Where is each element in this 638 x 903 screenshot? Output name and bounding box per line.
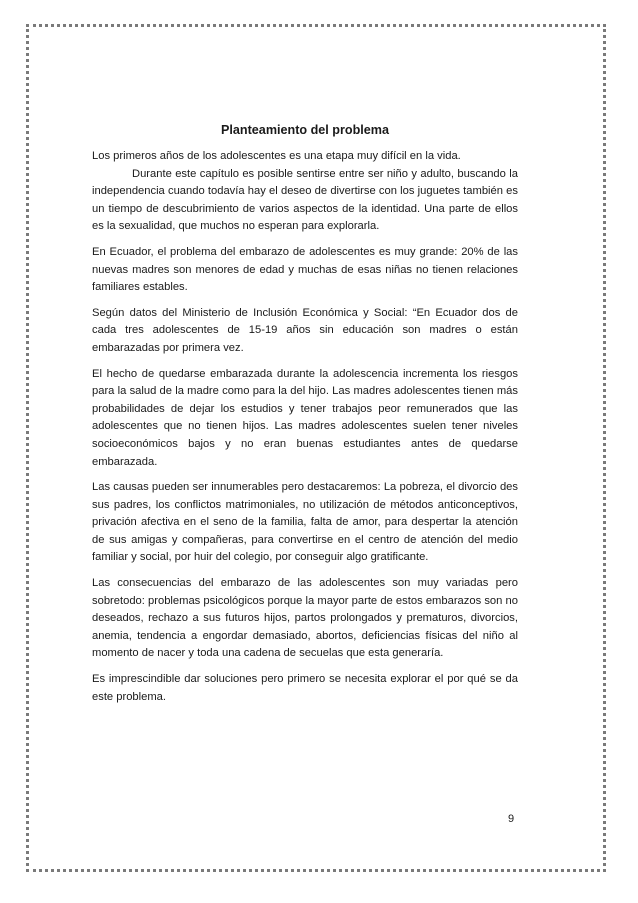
paragraph-6: Las consecuencias del embarazo de las adolescentes son muy variadas pero sobretodo: problemas psicológicos porque la mayor parte de estos embarazos son no deseados, rechazo a sus futuros hijos, partos prolongados y prematuros, divorcios, anemia, tendencia a engordar demasiado, abortos, deficiencias físicas del niño al momento de nacer y toda una cadena de secuelas que esta generaría. xyxy=(92,577,518,660)
paragraph-3: Según datos del Ministerio de Inclusión Económica y Social: “En Ecuador dos de cada tres adolescentes de 15-19 años sin educación son madres o están embarazadas por primera vez. xyxy=(92,306,518,354)
paragraph-5: Las causas pueden ser innumerables pero destacaremos: La pobreza, el divorcio des sus padres, los conflictos matrimoniales, no utilización de métodos anticonceptivos, privación afectiva en el seno de la familia, falta de amor, para despertar la atención de sus amigas y compañeras, para convertirse en el centro de atención del medio familiar y social, por huir del colegio, por conseguir algo gratificante. xyxy=(92,481,518,564)
intro-line: Los primeros años de los adolescentes es una etapa muy difícil en la vida. xyxy=(92,150,461,162)
document-title: Planteamiento del problema xyxy=(221,123,389,137)
paragraph-2: En Ecuador, el problema del embarazo de adolescentes es muy grande: 20% de las nuevas madres son menores de edad y muchas de esas niñas no tienen relaciones familiares estables. xyxy=(92,245,518,294)
paragraph-7: Es imprescindible dar soluciones pero primero se necesita explorar el por qué se da este problema. xyxy=(92,673,518,703)
paragraph-1: Durante este capítulo es posible sentirse entre ser niño y adulto, buscando la independencia cuando todavía hay el deseo de divertirse con los juguetes también es un tiempo de descubrimiento de varios aspectos de la identidad. Una parte de ellos es la sexualidad, que muchos no esperan para explorarla. xyxy=(92,167,518,233)
paragraph-4: El hecho de quedarse embarazada durante la adolescencia incrementa los riesgos para la salud de la madre como para la del hijo. Las madres adolescentes tienen más probabilidades de dejar los estudios y tener trabajos peor remunerados que las adolescentes que no tienen hijos. Las madres adolescentes suelen tener niveles socioeconómicos bajos y no eran buenas estudiantes antes de quedarse embarazada. xyxy=(92,367,518,468)
page-number: 9 xyxy=(508,813,515,825)
document-body xyxy=(92,122,518,714)
